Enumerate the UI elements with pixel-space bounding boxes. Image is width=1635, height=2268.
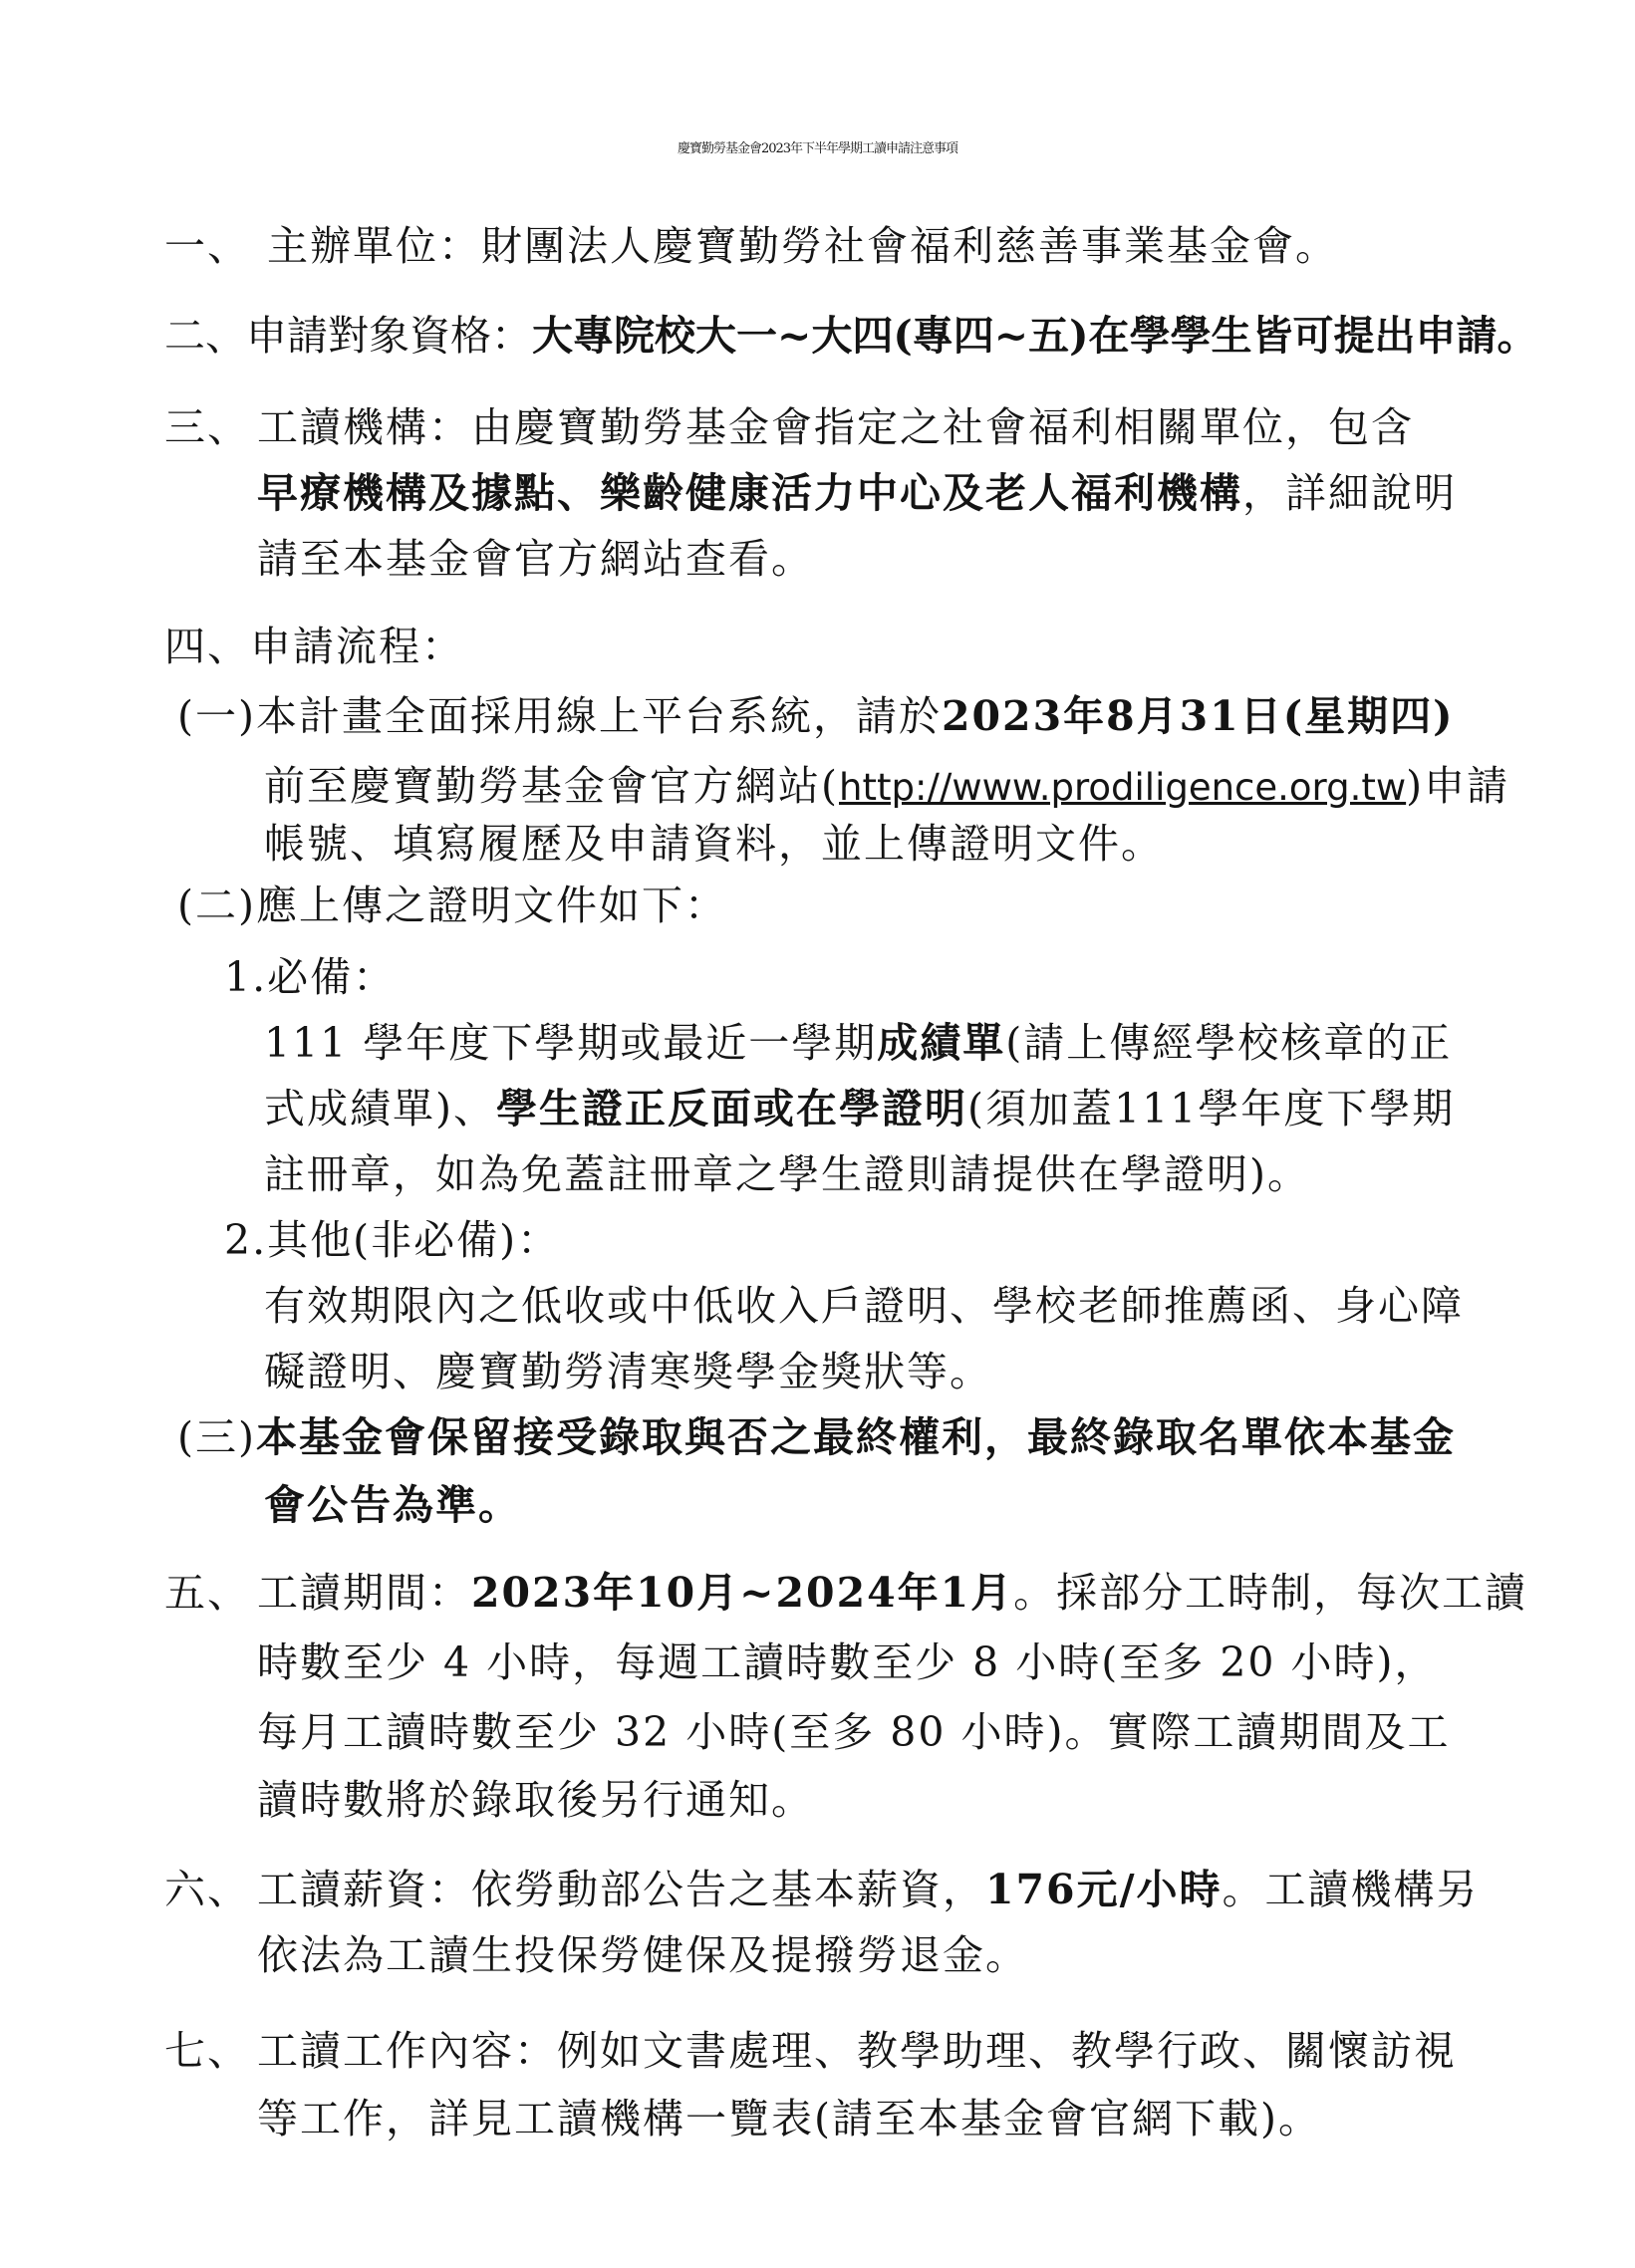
section-3-line-2 — [257, 464, 1457, 522]
section-1-label: 一、 — [164, 222, 250, 270]
section-4-p1-deadline: 2023年8月31日(星期四) — [942, 692, 1455, 740]
section-4-p1-label: (一) — [177, 692, 256, 740]
section-4-text: 申請流程： — [250, 623, 464, 670]
required-docs-label: 1. — [224, 953, 268, 1001]
section-4-p1-line-2 — [264, 757, 1509, 817]
document-title: 慶寶勤勞基金會2023年下半年學期工讀申請注意事項 — [677, 141, 958, 156]
section-4-p2-line — [177, 877, 727, 934]
required-docs-line-1-a: 111 學年度下學期或最近一學期 — [264, 1019, 878, 1067]
section-3-line-2-rest: ，詳細說明 — [1242, 469, 1457, 517]
section-3-line-3: 請至本基金會官方網站查看。 — [257, 535, 814, 583]
optional-docs-label: 2. — [224, 1216, 268, 1264]
section-7-label: 七、 — [164, 2027, 250, 2075]
section-4-p2-label: (二) — [177, 882, 256, 929]
section-2-line — [164, 307, 1538, 365]
section-3-line-1: 工讀機構：由慶寶勤勞基金會指定之社會福利相關單位，包含 — [257, 403, 1414, 451]
required-docs-line-2-a: 式成績單)、 — [264, 1085, 496, 1133]
section-5-line-1-a: 工讀期間： — [257, 1569, 471, 1617]
section-4-p3-line-1 — [177, 1408, 1456, 1466]
optional-docs-text: 其他(非必備)： — [267, 1216, 561, 1264]
optional-docs-heading — [224, 1211, 560, 1269]
section-4-p1-line-2-a: 前至慶寶勤勞基金會官方網站( — [264, 762, 839, 810]
section-5-line-3: 每月工讀時數至少 32 小時(至多 80 小時)。實際工讀期間及工 — [257, 1708, 1451, 1756]
section-5-line-1-b: 。採部分工時制，每次工讀 — [1013, 1569, 1528, 1617]
section-5-line-2: 時數至少 4 小時，每週工讀時數至少 8 小時(至多 20 小時)， — [257, 1638, 1438, 1686]
section-4-label: 四、 — [164, 623, 250, 670]
required-docs-line-1-b: (請上傳經學校核章的正 — [1005, 1019, 1453, 1067]
section-3-label: 三、 — [164, 403, 250, 451]
section-4-p3-line-2: 會公告為準。 — [264, 1481, 521, 1529]
section-4-p1-line-1-a: 本計畫全面採用線上平台系統，請於 — [256, 692, 942, 740]
section-2-bold-text: 大專院校大一~大四(專四~五)在學學生皆可提出申請。 — [532, 312, 1538, 360]
required-docs-line-2 — [264, 1080, 1455, 1137]
section-4-p3-label: (三) — [177, 1413, 256, 1461]
required-docs-line-2-b: (須加蓋111學年度下學期 — [967, 1085, 1456, 1133]
section-1-text: 主辦單位：財團法人慶寶勤勞社會福利慈善事業基金會。 — [267, 222, 1338, 270]
section-4-p2-text: 應上傳之證明文件如下： — [256, 882, 727, 929]
section-6-line-1-a: 工讀薪資：依勞動部公告之基本薪資， — [257, 1866, 985, 1913]
optional-docs-line-2: 礙證明、慶寶勤勞清寒獎學金獎狀等。 — [264, 1348, 992, 1395]
student-id-bold: 學生證正反面或在學證明 — [496, 1085, 967, 1133]
section-7-line-2: 等工作，詳見工讀機構一覽表(請至本基金會官網下載)。 — [257, 2095, 1321, 2142]
website-link[interactable]: http://www.prodiligence.org.tw — [839, 766, 1407, 809]
hourly-wage-bold: 176元/小時 — [985, 1866, 1223, 1913]
section-5-label: 五、 — [164, 1569, 250, 1617]
section-5-line-4: 讀時數將於錄取後另行通知。 — [257, 1776, 814, 1824]
section-5-line-1 — [257, 1564, 1527, 1622]
section-4-p1-line-3: 帳號、填寫履歷及申請資料，並上傳證明文件。 — [264, 820, 1164, 868]
section-7-line-1: 工讀工作內容：例如文書處理、教學助理、教學行政、關懷訪視 — [257, 2027, 1457, 2075]
work-period-bold: 2023年10月~2024年1月 — [471, 1569, 1014, 1617]
section-2-label: 二、 — [164, 312, 246, 360]
optional-docs-line-1: 有效期限內之低收或中低收入戶證明、學校老師推薦函、身心障 — [264, 1282, 1464, 1330]
section-2-prefix: 申請對象資格： — [246, 312, 532, 360]
section-4-p1-line-1 — [177, 687, 1455, 745]
section-6-label: 六、 — [164, 1866, 250, 1913]
section-4-p3-line-1-text: 本基金會保留接受錄取與否之最終權利，最終錄取名單依本基金 — [256, 1413, 1456, 1461]
required-docs-line-3: 註冊章，如為免蓋註冊章之學生證則請提供在學證明)。 — [264, 1150, 1310, 1198]
required-docs-text: 必備： — [267, 953, 397, 1001]
required-docs-heading — [224, 948, 396, 1006]
section-6-line-1 — [257, 1861, 1480, 1918]
transcript-bold: 成績單 — [877, 1019, 1006, 1067]
section-6-line-2: 依法為工讀生投保勞健保及提撥勞退金。 — [257, 1931, 1028, 1979]
section-6-line-1-b: 。工讀機構另 — [1222, 1866, 1480, 1913]
required-docs-line-1 — [264, 1014, 1452, 1072]
section-4-line — [164, 618, 464, 675]
section-4-p1-line-2-b: )申請 — [1406, 762, 1510, 810]
section-3-bold-text: 早療機構及據點、樂齡健康活力中心及老人福利機構 — [257, 469, 1242, 517]
